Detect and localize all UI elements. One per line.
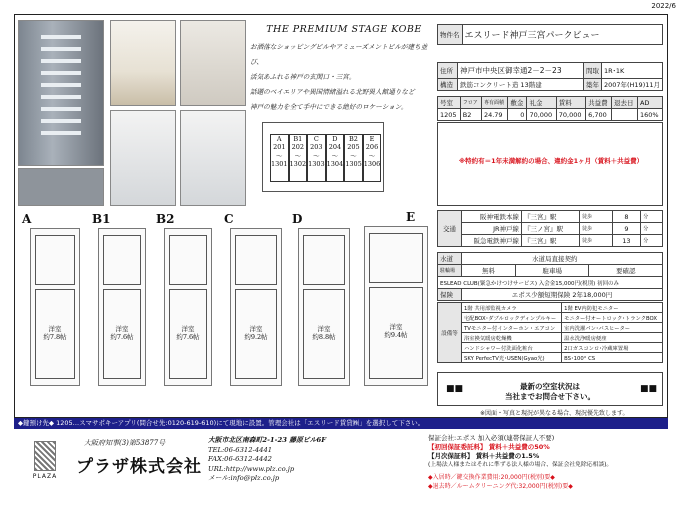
guarantor-line: (上場法人様またはそれに準ずる法人様の場合、保証会社免除応相談)。	[428, 462, 613, 468]
company-url: URL:http://www.plz.co.jp	[208, 464, 295, 473]
equipment-item: 1階 共用部監視カメラ	[462, 303, 562, 313]
equipment-item: 1階 EV内防犯モニター	[562, 303, 663, 313]
transport-unit: 分	[641, 211, 663, 223]
floor-type: B2	[460, 109, 481, 121]
utility-table	[437, 252, 663, 301]
transport-minutes: 13	[612, 235, 641, 247]
transport-minutes: 9	[612, 223, 641, 235]
equipment-item: モニター付オートロック･トランクBOX	[562, 313, 663, 323]
property-address-table	[437, 62, 663, 91]
parking-label: 駐車場	[515, 265, 588, 277]
notice-marks-right: ■■	[640, 384, 658, 394]
transport-mode: 徒歩	[580, 211, 613, 223]
insurance-value: エポス少額短期保険 2年18,000円	[462, 289, 663, 301]
plan-letter: E	[406, 210, 416, 224]
equipment-item: 浴室換気暖房乾燥機	[462, 333, 562, 343]
property-layout: 1R･1K	[601, 63, 662, 79]
plan-letter: B1	[92, 212, 111, 226]
kitchen-photo	[180, 20, 246, 106]
equipment-item: BS･100° CS	[562, 353, 663, 363]
company-contact	[208, 436, 326, 484]
transport-line: 阪急電鉄神戸線	[462, 235, 522, 247]
bike-parking-label: 駐輪場	[438, 265, 462, 277]
rent-header: 共益費	[586, 97, 612, 109]
room-interior-photo	[110, 20, 176, 106]
move-out-fee: ◆退去時／ルームクリーニング代:32,000円(税別)要◆	[428, 483, 573, 490]
equipment-item: 室内洗濯パン･バスヒーター	[562, 323, 663, 333]
print-date: 2022/6	[651, 2, 676, 10]
common-fee: 6,700	[586, 109, 612, 121]
rent: 70,000	[556, 109, 585, 121]
equipment-item: 宅配BOX･ダブルロックディンプルキー	[462, 313, 562, 323]
parking-value: 要確認	[589, 265, 663, 277]
equipment-label: 設備等	[438, 303, 462, 363]
transport-mode: 徒歩	[580, 223, 613, 235]
floor-plan-e: 洋室 約9.4帖	[364, 226, 428, 386]
age-label: 築年	[583, 79, 601, 91]
rent-header: 専有面積	[481, 97, 507, 109]
key-money: 70,000	[527, 109, 556, 121]
rent-header: フロア	[460, 97, 481, 109]
rent-table	[437, 96, 663, 121]
unit-column: B1 202 〜 1302	[289, 134, 308, 182]
transport-line: JR神戸線	[462, 223, 522, 235]
rent-header: 退去日	[612, 97, 638, 109]
water-label: 水道	[438, 253, 462, 265]
move-out-date	[612, 109, 638, 121]
guarantor-line: 【初回保証委託料】 賃料＋共益費の50%	[428, 443, 550, 451]
headline: THE PREMIUM STAGE KOBE	[266, 24, 422, 35]
transport-table	[437, 210, 663, 247]
plan-letter: A	[22, 212, 32, 226]
unit-columns	[270, 134, 380, 182]
entrance-photo	[18, 168, 104, 206]
unit-column: B2 205 〜 1305	[344, 134, 363, 182]
transport-unit: 分	[641, 235, 663, 247]
area: 24.79	[481, 109, 507, 121]
deposit: 0	[508, 109, 527, 121]
catch-line: 神戸の魅力を全て手中にできる絶好のロケーション。	[250, 103, 408, 111]
guarantor-line: 保証会社:エポス 加入必須(連帯保証人不要)	[428, 434, 555, 442]
unit-column: A 201 〜 1301	[270, 134, 289, 182]
company-fax: FAX:06-6312-4442	[208, 455, 272, 463]
guarantor-info	[428, 434, 668, 491]
insurance-label: 保険	[438, 289, 462, 301]
notice-marks-left: ■■	[446, 384, 464, 394]
company-name: プラザ株式会社	[76, 457, 202, 477]
layout-label: 間取	[583, 63, 601, 79]
catch-line: 活気あふれる神戸の玄関口・三宮。	[250, 73, 356, 81]
transport-line: 阪神電鉄本線	[462, 211, 522, 223]
equipment-table	[437, 302, 663, 363]
notice-text: 最新の空室状況は 当社までお問合せ下さい。	[505, 382, 595, 401]
water-value: 水道局直接契約	[462, 253, 663, 265]
property-structure: 鉄筋コンクリート造 13階建	[458, 79, 584, 91]
equipment-item: ハンドシャワー付洗面化粧台	[462, 343, 562, 353]
transport-unit: 分	[641, 223, 663, 235]
key-info-strip: ◆鍵預け先◆ 1205…スマサポキーアプリ(問合せ先:0120-619-610)にて現地に設置。管理会社は「エスリード賃貸㈱」を選択して下さい。	[14, 418, 668, 429]
transport-minutes: 8	[612, 211, 641, 223]
bike-parking-value: 無料	[462, 265, 516, 277]
transport-mode: 徒歩	[580, 235, 613, 247]
plaza-logo: PLAZA	[26, 434, 64, 480]
plan-letter: B2	[156, 212, 175, 226]
rent-header: AD	[637, 97, 662, 109]
disclaimer: ※図面・写真と現況が異なる場合、現況優先致します。	[480, 410, 629, 417]
floor-plan-a: 洋室 約7.8帖	[30, 228, 80, 386]
room-number: 1205	[438, 109, 461, 121]
equipment-item: 温水洗浄暖房便座	[562, 333, 663, 343]
eslead-club: ESLEAD CLUB(緊急かけつけサービス) 入会金15,000円(税別) 初回のみ	[438, 277, 663, 289]
ad-rate: 160%	[637, 109, 662, 121]
license-number: 大阪府知事(3)第53877号	[84, 439, 166, 447]
catch-line: お洒落なショッピングビルやアミューズメントビルが建ち並び、	[250, 43, 428, 66]
property-info-table	[437, 24, 663, 45]
catch-copy	[250, 40, 436, 115]
company-address: 大阪市北区南森町2-1-23 藤原ビル6F	[208, 436, 327, 444]
structure-label: 構造	[438, 79, 458, 91]
floor-plan-c: 洋室 約9.2帖	[230, 228, 282, 386]
bathroom-photo	[180, 110, 246, 206]
plan-letter: D	[292, 212, 303, 226]
property-name: エスリード神戸三宮パークビュー	[462, 25, 663, 45]
floor-plan-b1: 洋室 約7.6帖	[98, 228, 146, 386]
building-exterior-photo	[18, 20, 104, 166]
equipment-item: 2口ガスコンロ･冷蔵庫置場	[562, 343, 663, 353]
rent-header: 賃料	[556, 97, 585, 109]
catch-line: 話題のベイエリアや異国情緒溢れる北野異人館通りなど	[250, 88, 415, 96]
washroom-photo	[110, 110, 176, 206]
transport-label: 交通	[438, 211, 462, 247]
property-age: 2007年(H19)11月	[601, 79, 662, 91]
plan-letter: C	[224, 212, 234, 226]
name-label: 物件名	[438, 25, 463, 45]
company-mail: メール:info@plz.co.jp	[208, 474, 280, 482]
transport-station: 『三宮』駅	[522, 235, 580, 247]
equipment-item: SKY PerfecTV光･USEN(Gyao光)	[462, 353, 562, 363]
unit-column: E 206 〜 1306	[363, 134, 382, 182]
rent-header: 号室	[438, 97, 461, 109]
unit-column: D 204 〜 1304	[326, 134, 345, 182]
move-in-fee: ◆入居時／鍵交換作業費用:20,000円(税別)要◆	[428, 474, 555, 481]
rent-header: 敷金	[508, 97, 527, 109]
floor-plan-b2: 洋室 約7.6帖	[164, 228, 212, 386]
property-address: 神戸市中央区御幸通2－2－23	[458, 63, 584, 79]
transport-station: 『三ノ宮』駅	[522, 223, 580, 235]
guarantor-line: 【月次保証料】 賃料＋共益費の1.5%	[428, 452, 540, 460]
unit-column: C 203 〜 1303	[307, 134, 326, 182]
rent-header: 礼金	[527, 97, 556, 109]
address-label: 住所	[438, 63, 458, 79]
campaign-text: ※特約有＝1年未満解約の場合、違約金1ヶ月（賃料＋共益費）	[458, 157, 644, 165]
company-tel: TEL:06-6312-4441	[208, 445, 273, 454]
transport-station: 『三宮』駅	[522, 211, 580, 223]
equipment-item: TVモニター付インターホン・エアコン	[462, 323, 562, 333]
floor-plan-d: 洋室 約8.8帖	[298, 228, 350, 386]
